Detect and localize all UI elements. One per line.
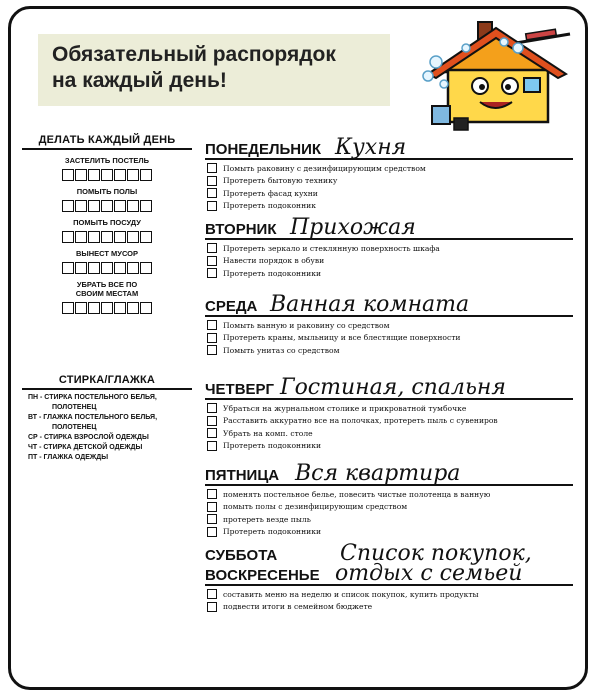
daily-checkbox[interactable] bbox=[114, 169, 126, 181]
daily-checkbox[interactable] bbox=[114, 262, 126, 274]
day-header bbox=[205, 291, 575, 317]
task-item bbox=[207, 162, 575, 175]
task-item bbox=[207, 488, 575, 501]
daily-checkbox[interactable] bbox=[127, 200, 139, 212]
daily-checkbox[interactable] bbox=[127, 262, 139, 274]
task-checkbox[interactable] bbox=[207, 176, 217, 186]
task-label: Протереть подоконники bbox=[223, 441, 322, 451]
task-item bbox=[207, 344, 575, 357]
daily-checkbox[interactable] bbox=[88, 200, 100, 212]
task-checkbox[interactable] bbox=[207, 188, 217, 198]
daily-task-label: ВЫНЕСТ МУСОР bbox=[75, 249, 139, 258]
task-label: Помыть ванную и раковину со средством bbox=[223, 320, 390, 330]
day-theme: отдых с семьей bbox=[335, 561, 523, 586]
task-item bbox=[207, 601, 575, 614]
task-checkbox[interactable] bbox=[207, 268, 217, 278]
daily-heading: ДЕЛАТЬ КАЖДЫЙ ДЕНЬ bbox=[22, 134, 192, 150]
task-label: Помыть раковину с дезинфицирующим средством bbox=[223, 163, 426, 173]
day-divider bbox=[205, 484, 573, 486]
weekend-section bbox=[205, 542, 575, 613]
task-label: Протереть подоконники bbox=[223, 268, 322, 278]
day-header bbox=[205, 214, 575, 240]
washing-line: СР - СТИРКА ВЗРОСЛОЙ ОДЕЖДЫ bbox=[28, 434, 149, 441]
day-name: ПЯТНИЦА bbox=[205, 467, 280, 484]
daily-checkbox[interactable] bbox=[127, 302, 139, 314]
task-checkbox[interactable] bbox=[207, 201, 217, 211]
day-theme: Ванная комната bbox=[270, 292, 470, 317]
task-label: Расставить аккуратно все на полочках, протереть пыль с сувениров bbox=[223, 416, 498, 426]
task-label: Убраться на журнальном столике и прикроватной тумбочке bbox=[223, 403, 467, 413]
daily-checkbox[interactable] bbox=[88, 302, 100, 314]
title-line-2: на каждый день! bbox=[52, 69, 227, 92]
title-banner bbox=[38, 34, 390, 106]
day-task-list bbox=[205, 162, 575, 212]
task-checkbox[interactable] bbox=[207, 333, 217, 343]
daily-checkbox[interactable] bbox=[75, 302, 87, 314]
task-label: Навести порядок в обуви bbox=[223, 256, 325, 266]
washing-line: ПОЛОТЕНЕЦ bbox=[52, 424, 97, 431]
task-label: подвести итоги в семейном бюджете bbox=[223, 602, 373, 612]
day-name: ВТОРНИК bbox=[205, 221, 277, 238]
washing-panel bbox=[22, 374, 192, 463]
task-item bbox=[207, 332, 575, 345]
daily-checkbox-row bbox=[22, 169, 192, 181]
task-checkbox[interactable] bbox=[207, 428, 217, 438]
daily-checkbox[interactable] bbox=[114, 302, 126, 314]
task-checkbox[interactable] bbox=[207, 403, 217, 413]
daily-checkbox[interactable] bbox=[88, 169, 100, 181]
day-theme: Кухня bbox=[335, 135, 407, 160]
day-name: ВОСКРЕСЕНЬЕ bbox=[205, 567, 320, 584]
task-checkbox[interactable] bbox=[207, 256, 217, 266]
day-section bbox=[205, 460, 575, 538]
daily-task-label: УБРАТЬ ВСЕ ПО СВОИМ МЕСТАМ bbox=[75, 280, 139, 298]
washing-heading: СТИРКА/ГЛАЖКА bbox=[22, 374, 192, 390]
daily-checkbox[interactable] bbox=[101, 302, 113, 314]
daily-checkbox[interactable] bbox=[75, 262, 87, 274]
task-item bbox=[207, 242, 575, 255]
day-theme: Прихожая bbox=[290, 215, 416, 240]
day-divider bbox=[205, 315, 573, 317]
daily-checkbox-row bbox=[22, 200, 192, 212]
day-section bbox=[205, 134, 575, 212]
day-task-list bbox=[205, 319, 575, 357]
day-divider bbox=[205, 398, 573, 400]
day-task-list bbox=[205, 242, 575, 280]
task-item bbox=[207, 501, 575, 514]
task-item bbox=[207, 267, 575, 280]
daily-checkbox-row bbox=[22, 302, 192, 314]
task-label: Протереть фасад кухни bbox=[223, 188, 318, 198]
task-checkbox[interactable] bbox=[207, 345, 217, 355]
daily-checkbox[interactable] bbox=[140, 169, 152, 181]
task-label: Протереть зеркало и стеклянную поверхность шкафа bbox=[223, 243, 440, 253]
task-item bbox=[207, 187, 575, 200]
daily-checkbox[interactable] bbox=[101, 262, 113, 274]
task-item bbox=[207, 200, 575, 213]
day-theme: Вся квартира bbox=[295, 461, 461, 486]
task-checkbox[interactable] bbox=[207, 514, 217, 524]
daily-checkbox[interactable] bbox=[75, 231, 87, 243]
task-checkbox[interactable] bbox=[207, 243, 217, 253]
task-label: протереть везде пыль bbox=[223, 514, 311, 524]
daily-checkbox-row bbox=[22, 262, 192, 274]
day-task-list bbox=[205, 402, 575, 452]
daily-checkbox[interactable] bbox=[101, 169, 113, 181]
day-divider bbox=[205, 584, 573, 586]
daily-checkbox[interactable] bbox=[114, 200, 126, 212]
page-title bbox=[52, 42, 336, 94]
washing-line: ВТ - ГЛАЖКА ПОСТЕЛЬНОГО БЕЛЬЯ, bbox=[28, 414, 158, 421]
weekend-header bbox=[205, 542, 575, 586]
task-item bbox=[207, 588, 575, 601]
day-name: ЧЕТВЕРГ bbox=[205, 381, 275, 398]
day-theme: Гостиная, спальня bbox=[280, 375, 506, 400]
task-item bbox=[207, 402, 575, 415]
task-label: Помыть унитаз со средством bbox=[223, 345, 340, 355]
task-label: поменять постельное белье, повесить чистые полотенца в ванную bbox=[223, 489, 491, 499]
task-checkbox[interactable] bbox=[207, 416, 217, 426]
daily-checkbox[interactable] bbox=[127, 231, 139, 243]
daily-checkbox[interactable] bbox=[62, 169, 74, 181]
daily-checkbox[interactable] bbox=[140, 231, 152, 243]
task-item bbox=[207, 255, 575, 268]
daily-task-label: ПОМЫТЬ ПОЛЫ bbox=[76, 187, 138, 196]
daily-checkbox[interactable] bbox=[140, 302, 152, 314]
title-line-1: Обязательный распорядок bbox=[52, 43, 336, 66]
daily-checkbox[interactable] bbox=[101, 231, 113, 243]
day-header bbox=[205, 374, 575, 400]
daily-checkbox[interactable] bbox=[101, 200, 113, 212]
task-item bbox=[207, 415, 575, 428]
task-item bbox=[207, 175, 575, 188]
day-name: СУББОТА bbox=[205, 547, 278, 564]
task-item bbox=[207, 427, 575, 440]
task-label: составить меню на неделю и список покупок, купить продукты bbox=[223, 589, 479, 599]
task-checkbox[interactable] bbox=[207, 502, 217, 512]
daily-checkbox[interactable] bbox=[127, 169, 139, 181]
task-checkbox[interactable] bbox=[207, 441, 217, 451]
task-item bbox=[207, 319, 575, 332]
task-checkbox[interactable] bbox=[207, 527, 217, 537]
daily-checkbox[interactable] bbox=[62, 231, 74, 243]
daily-checkbox-row bbox=[22, 231, 192, 243]
washing-line: ПН - СТИРКА ПОСТЕЛЬНОГО БЕЛЬЯ, bbox=[28, 394, 157, 401]
task-label: Убрать на комп. столе bbox=[223, 428, 313, 438]
task-checkbox[interactable] bbox=[207, 589, 217, 599]
daily-checkbox[interactable] bbox=[114, 231, 126, 243]
day-task-list bbox=[205, 488, 575, 538]
daily-checkbox[interactable] bbox=[75, 169, 87, 181]
task-checkbox[interactable] bbox=[207, 602, 217, 612]
task-label: Протереть бытовую технику bbox=[223, 176, 338, 186]
day-theme: Список покупок, bbox=[340, 541, 532, 566]
day-name: СРЕДА bbox=[205, 298, 258, 315]
house-illustration bbox=[418, 14, 578, 132]
task-item bbox=[207, 526, 575, 539]
daily-checkbox[interactable] bbox=[62, 200, 74, 212]
task-label: Протереть подоконник bbox=[223, 201, 316, 211]
day-divider bbox=[205, 158, 573, 160]
task-label: Протереть подоконники bbox=[223, 527, 322, 537]
day-name: ПОНЕДЕЛЬНИК bbox=[205, 141, 322, 158]
daily-checkbox[interactable] bbox=[62, 262, 74, 274]
washing-line: ЧТ - СТИРКА ДЕТСКОЙ ОДЕЖДЫ bbox=[28, 444, 143, 451]
daily-checkbox[interactable] bbox=[88, 231, 100, 243]
day-header bbox=[205, 460, 575, 486]
day-section bbox=[205, 214, 575, 280]
daily-tasks-panel bbox=[22, 134, 192, 314]
task-checkbox[interactable] bbox=[207, 163, 217, 173]
daily-checkbox[interactable] bbox=[140, 200, 152, 212]
day-section bbox=[205, 291, 575, 357]
daily-task-label: ПОМЫТЬ ПОСУДУ bbox=[73, 218, 141, 227]
day-section bbox=[205, 374, 575, 452]
day-task-list bbox=[205, 588, 575, 613]
day-header bbox=[205, 134, 575, 160]
day-divider bbox=[205, 238, 573, 240]
daily-checkbox[interactable] bbox=[88, 262, 100, 274]
washing-line: ПОЛОТЕНЕЦ bbox=[52, 404, 97, 411]
task-label: помыть полы с дезинфицирующим средством bbox=[223, 502, 408, 512]
daily-checkbox[interactable] bbox=[75, 200, 87, 212]
daily-task-label: ЗАСТЕЛИТЬ ПОСТЕЛЬ bbox=[64, 156, 150, 165]
task-label: Протереть краны, мыльницу и все блестящие поверхности bbox=[223, 333, 461, 343]
daily-checkbox[interactable] bbox=[62, 302, 74, 314]
task-checkbox[interactable] bbox=[207, 489, 217, 499]
daily-checkbox[interactable] bbox=[140, 262, 152, 274]
task-checkbox[interactable] bbox=[207, 320, 217, 330]
task-item bbox=[207, 513, 575, 526]
task-item bbox=[207, 440, 575, 453]
washing-line: ПТ - ГЛАЖКА ОДЕЖДЫ bbox=[28, 454, 109, 461]
